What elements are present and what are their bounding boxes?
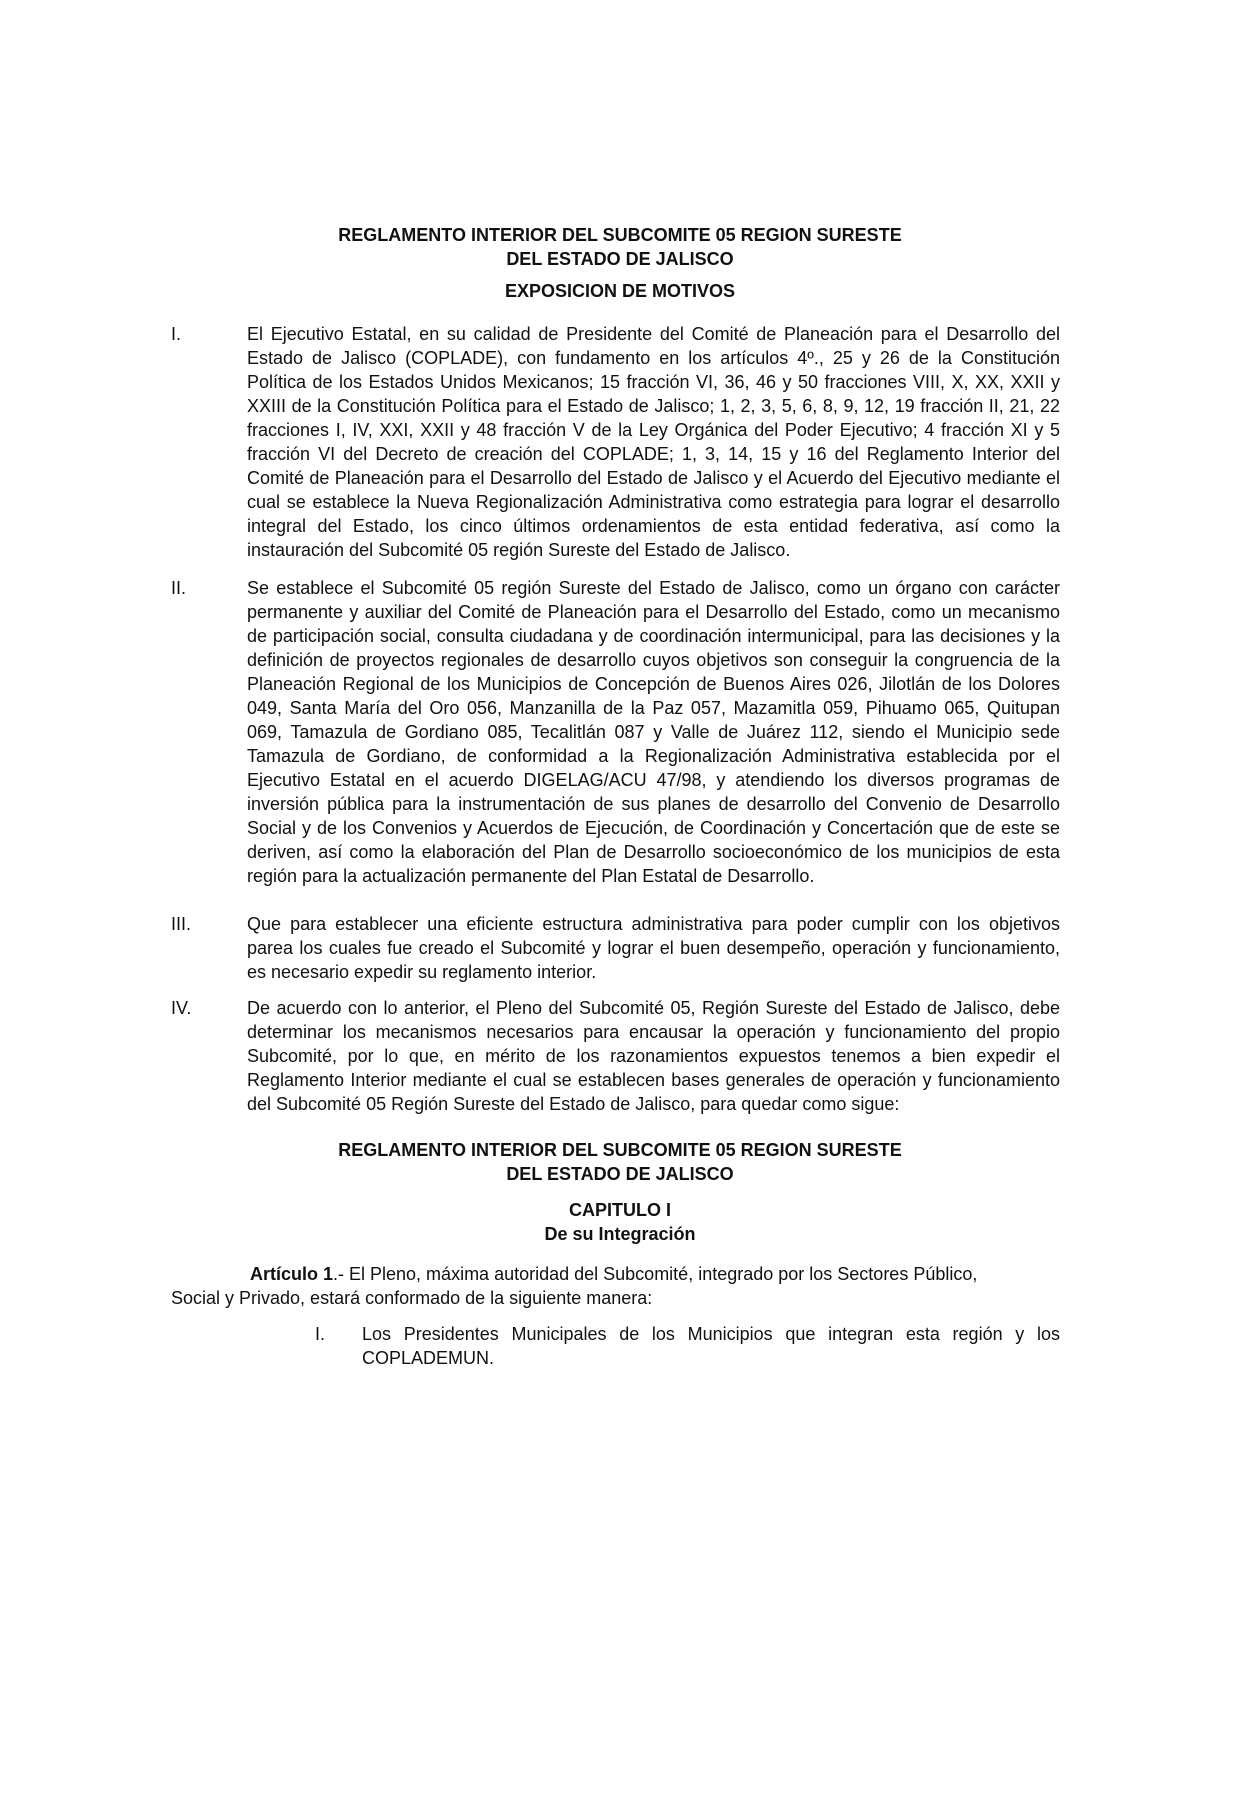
document-title <box>245 223 995 271</box>
article-label: Artículo 1 <box>250 1264 334 1284</box>
chapter-name: De su Integración <box>544 1224 696 1244</box>
motive-numeral: II. <box>171 578 187 598</box>
article-separator: .- <box>333 1264 345 1284</box>
chapter-number: CAPITULO I <box>569 1200 671 1220</box>
motive-paragraph: De acuerdo con lo anterior, el Pleno del Subcomité 05, Región Sureste del Estado de Jalisco, debe determinar los mecanismos necesarios para encausar la operación y funcionamiento del propio Subcomité, por lo que, en mérito de los razonamientos expuestos tenemos a bien expedir el Reglamento Interior mediante el cual se establecen bases generales de operación y funcionamiento del Subcomité 05 Región Sureste del Estado de Jalisco, para quedar como sigue: <box>247 998 1060 1114</box>
document-title-line1: REGLAMENTO INTERIOR DEL SUBCOMITE 05 REGION SURESTE <box>338 225 902 245</box>
regulation-title <box>245 1138 995 1186</box>
regulation-title-line2: DEL ESTADO DE JALISCO <box>506 1164 734 1184</box>
article-text-line1: El Pleno, máxima autoridad del Subcomité, integrado por los Sectores Público, <box>344 1264 978 1284</box>
motive-paragraph: Se establece el Subcomité 05 región Sureste del Estado de Jalisco, como un órgano con carácter permanente y auxiliar del Comité de Planeación para el Desarrollo del Estado, como un mecanismo de participación social, consulta ciudadana y de coordinación intermunicipal, para las decisiones y la definición de proyectos regionales de desarrollo cuyos objetivos son conseguir la congruencia de la Planeación Regional de los Municipios de Concepción de Buenos Aires 026, Jilotlán de los Dolores 049, Santa María del Oro 056, Manzanilla de la Paz 057, Mazamitla 059, Pihuamo 065, Quitupan 069, Tamazula de Gordiano 085, Tecalitlán 087 y Valle de Juárez 112, siendo el Municipio sede Tamazula de Gordiano, de conformidad a la Regionalización Administrativa establecida por el Ejecutivo Estatal en el acuerdo DIGELAG/ACU 47/98, y atendiendo los diversos programas de inversión pública para la instrumentación de sus planes de desarrollo del Convenio de Desarrollo Social y de los Convenios y Acuerdos de Ejecución, de Coordinación y Concertación que de este se deriven, así como la elaboración del Plan de Desarrollo socioeconómico de los municipios de esta región para la actualización permanente del Plan Estatal de Desarrollo. <box>247 578 1060 886</box>
regulation-title-line1: REGLAMENTO INTERIOR DEL SUBCOMITE 05 REGION SURESTE <box>338 1140 902 1160</box>
section-heading: EXPOSICION DE MOTIVOS <box>504 281 736 301</box>
motive-paragraph: El Ejecutivo Estatal, en su calidad de Presidente del Comité de Planeación para el Desarrollo del Estado de Jalisco (COPLADE), con fundamento en los artículos 4º., 25 y 26 de la Constitución Política de los Estados Unidos Mexicanos; 15 fracción VI, 36, 46 y 50 fracciones VIII, X, XX, XXII y XXIII de la Constitución Política para el Estado de Jalisco; 1, 2, 3, 5, 6, 8, 9, 12, 19 fracción II, 21, 22 fracciones I, IV, XXI, XXII y 48 fracción V de la Ley Orgánica del Poder Ejecutivo; 4 fracción XI y 5 fracción VI del Decreto de creación del COPLADE; 1, 3, 14, 15 y 16 del Reglamento Interior del Comité de Planeación para el Desarrollo del Estado de Jalisco y el Acuerdo del Ejecutivo mediante el cual se establece la Nueva Regionalización Administrativa como estrategia para lograr el desarrollo integral del Estado, los cinco últimos ordenamientos de esta entidad federativa, así como la instauración del Subcomité 05 región Sureste del Estado de Jalisco. <box>247 324 1060 560</box>
motive-numeral: III. <box>171 914 192 934</box>
motive-numeral: IV. <box>171 998 192 1018</box>
motive-paragraph: Que para establecer una eficiente estructura administrativa para poder cumplir con los objetivos parea los cuales fue creado el Subcomité y lograr el buen desempeño, operación y funcionamiento, es necesario expedir su reglamento interior. <box>247 914 1060 982</box>
article-item-numeral: I. <box>315 1324 326 1344</box>
chapter-heading <box>245 1198 995 1246</box>
document-title-line2: DEL ESTADO DE JALISCO <box>506 249 734 269</box>
article-item-text: Los Presidentes Municipales de los Municipios que integran esta región y los COPLADEMUN. <box>362 1324 1060 1368</box>
article-1 <box>171 1262 1060 1310</box>
motive-numeral: I. <box>171 324 182 344</box>
article-text-line2: Social y Privado, estará conformado de la siguiente manera: <box>171 1288 653 1308</box>
